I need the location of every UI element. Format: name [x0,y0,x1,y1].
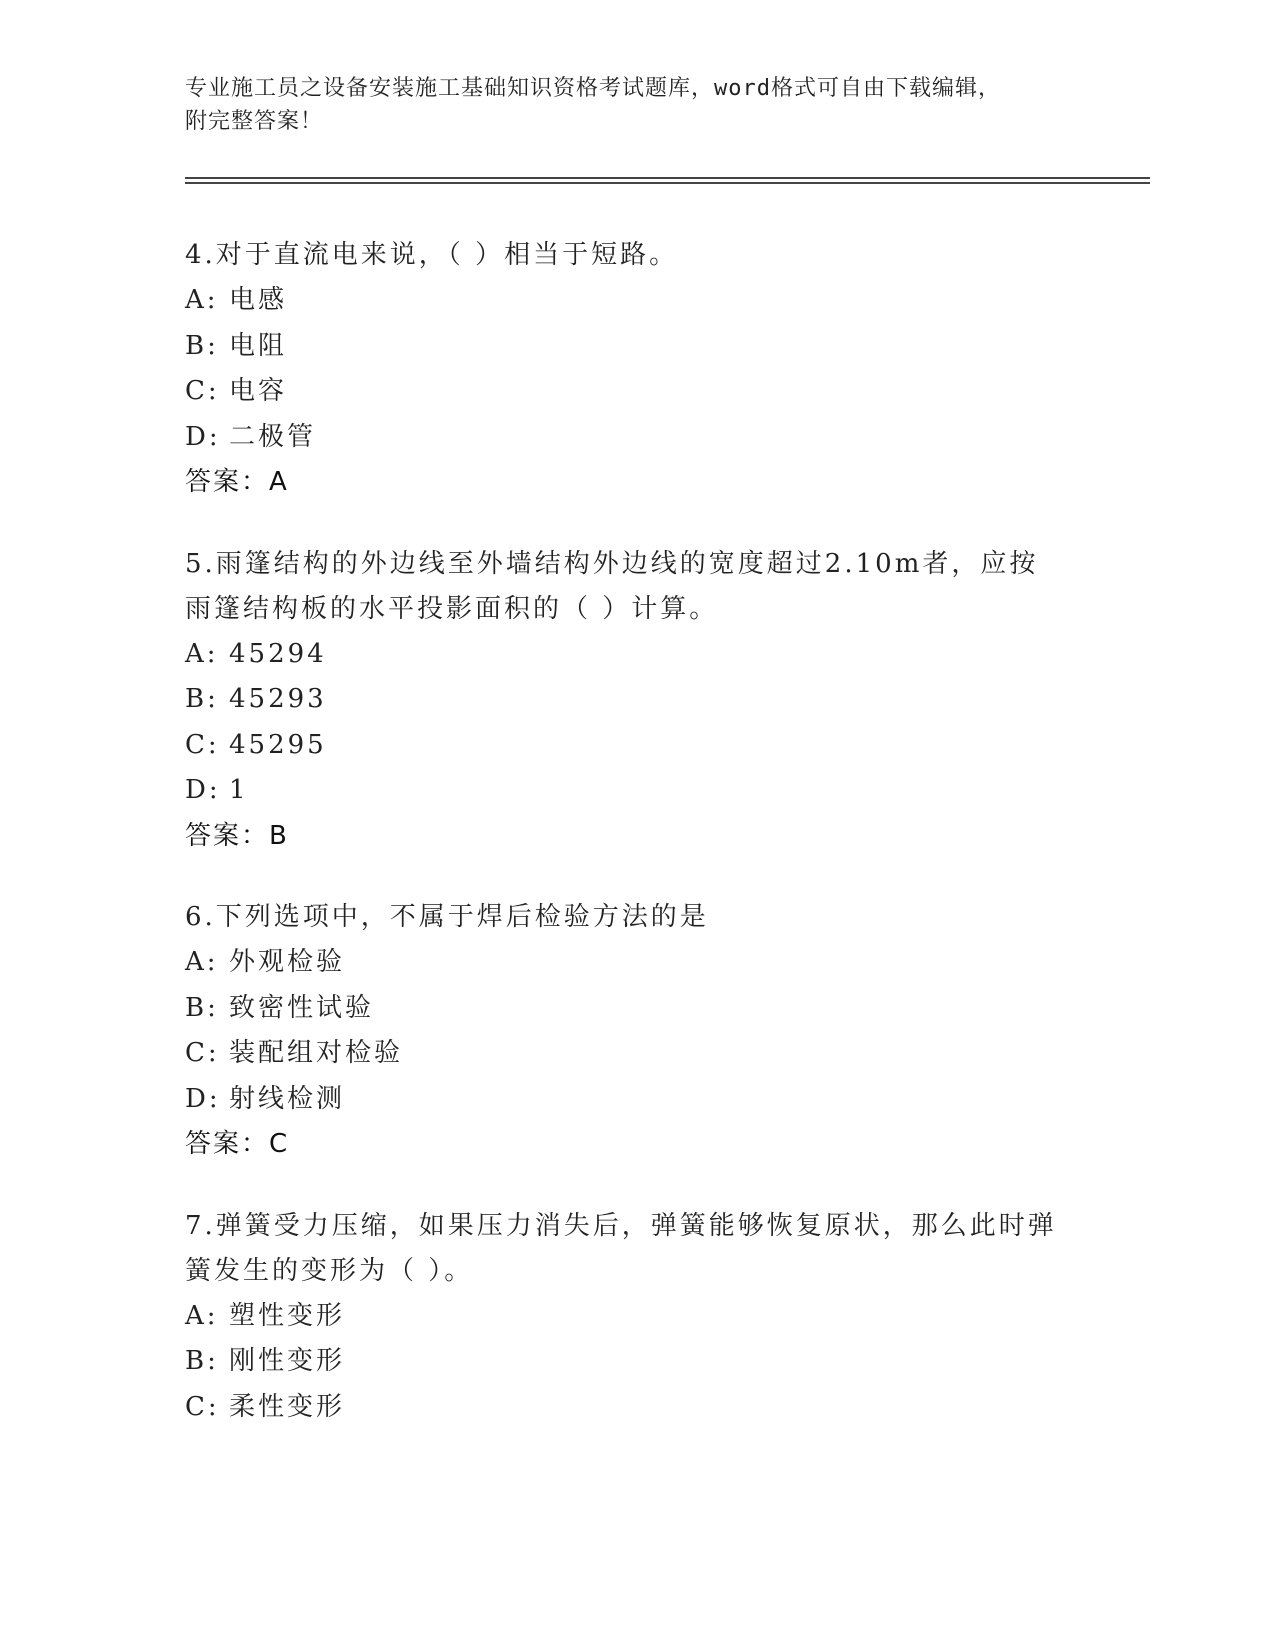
option-text: 电感 [229,285,288,315]
question-7 [185,1204,1065,1431]
question-stem: 6.下列选项中，不属于焊后检验方法的是 [185,902,709,932]
option-c [185,1031,1065,1077]
option-a [185,1294,1065,1340]
option-a [185,278,1065,324]
option-b [185,324,1065,370]
option-d [185,1077,1065,1123]
option-label: D: [185,775,221,805]
option-text: 电阻 [229,330,288,361]
option-text: 二极管 [229,421,317,452]
option-label: C: [185,376,220,406]
option-a [185,940,1065,986]
option-label: A: [185,1300,219,1331]
option-text: 射线检测 [229,1083,346,1114]
option-b [185,677,1065,723]
question-stem: 7.弹簧受力压缩，如果压力消失后，弹簧能够恢复原状，那么此时弹簧发生的变形为（ ）。 [185,1210,1057,1286]
answer-line: 答案：A [185,467,289,497]
answer-line: 答案：B [185,820,289,851]
option-text: 45295 [229,729,327,760]
header-divider-top [185,177,1150,179]
option-label: A: [185,285,219,315]
option-text: 柔性变形 [229,1391,346,1422]
option-label: B: [185,684,219,714]
option-label: A: [185,947,219,977]
option-label: D: [185,1083,221,1114]
question-stem: 4.对于直流电来说，（ ）相当于短路。 [185,240,679,270]
option-text: 45294 [229,638,327,669]
option-label: B: [185,1346,219,1376]
header-line-2: 附完整答案！ [185,109,324,134]
question-4 [185,233,1065,506]
option-c [185,1385,1065,1431]
option-text: 刚性变形 [229,1346,346,1376]
header-line-1: 专业施工员之设备安装施工基础知识资格考试题库，word格式可自由下载编辑， [185,76,1001,101]
question-stem: 5.雨篷结构的外边线至外墙结构外边线的宽度超过2.10m者，应按雨篷结构板的水平投影面积的（ ）计算。 [185,548,1039,624]
option-label: C: [185,1391,220,1422]
option-label: C: [185,729,220,760]
option-label: B: [185,992,219,1023]
option-label: B: [185,330,219,361]
option-text: 1 [229,775,249,805]
option-label: A: [185,638,219,669]
option-label: D: [185,421,221,452]
option-label: C: [185,1038,220,1068]
question-5 [185,542,1065,860]
header-divider-bottom [185,182,1150,184]
option-text: 装配组对检验 [229,1038,404,1068]
question-list [185,233,1065,1466]
option-a [185,632,1065,678]
document-header [185,72,1065,138]
option-c [185,723,1065,769]
option-text: 电容 [229,376,288,406]
option-text: 致密性试验 [229,992,375,1023]
option-d [185,415,1065,461]
option-d [185,768,1065,814]
option-text: 外观检验 [229,947,346,977]
answer-line: 答案：C [185,1129,290,1159]
option-b [185,1339,1065,1385]
question-6 [185,895,1065,1168]
option-text: 45293 [229,684,327,714]
option-text: 塑性变形 [229,1300,346,1331]
option-b [185,986,1065,1032]
option-c [185,369,1065,415]
